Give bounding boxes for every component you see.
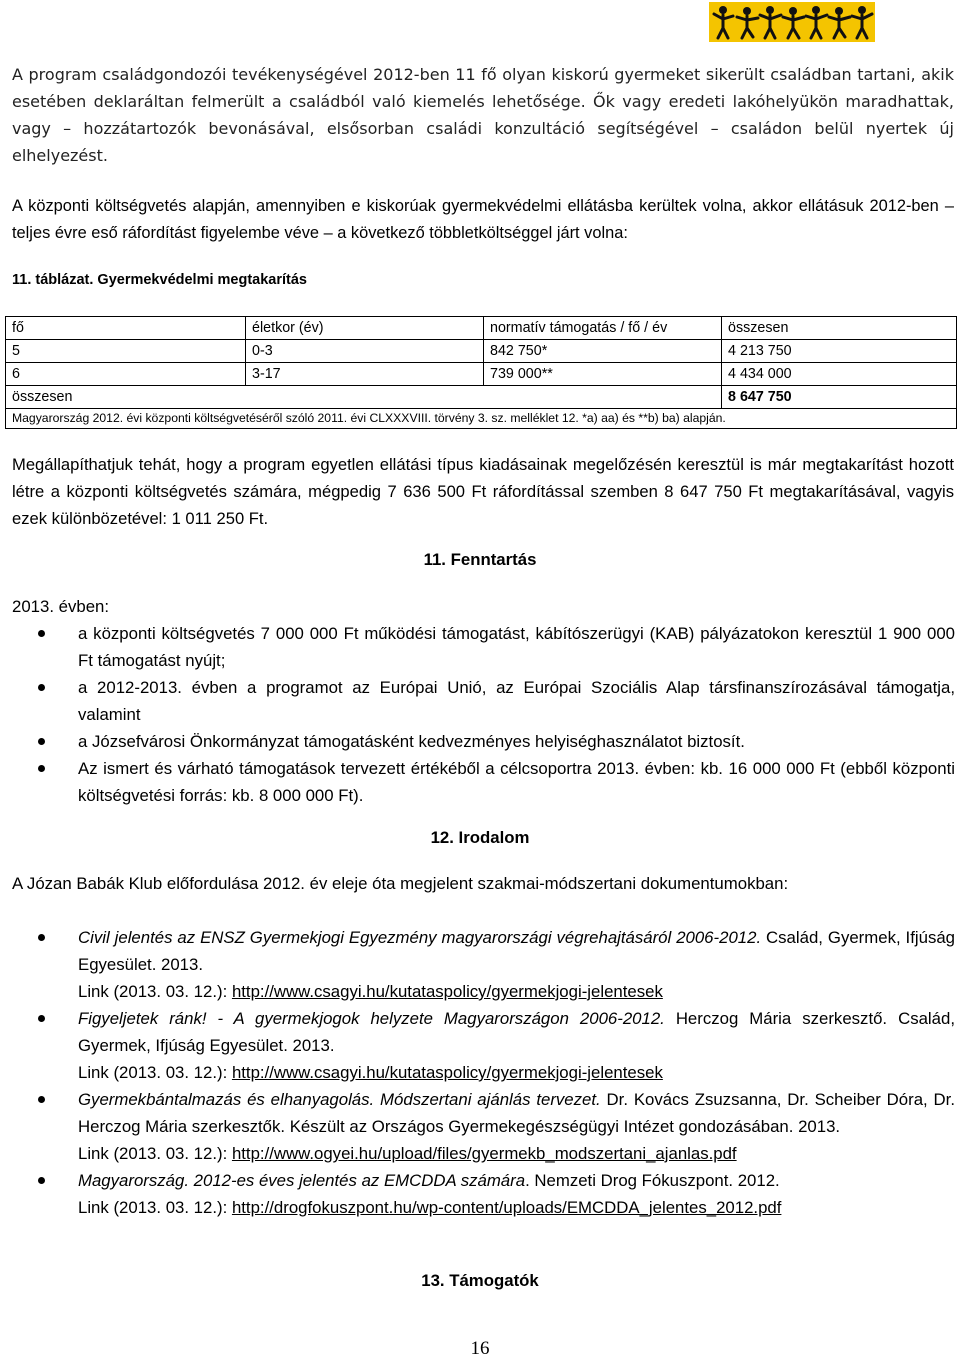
list-item: Magyarország. 2012-es éves jelentés az EMCDDA számára. Nemzeti Drog Fókuszpont. 2012. Link (2013. 03. 12.): http://drogfokuszpont.hu/wp-content/uploads/EMCDDA_jelentes_2012.pdf	[0, 1167, 955, 1221]
bullet-icon	[38, 630, 45, 637]
bullet-icon	[38, 1177, 45, 1184]
intro-paragraph: A program családgondozói tevékenységével 2012-ben 11 fő olyan kiskorú gyermeket sikerült családban tartani, akik esetében deklaráltan felmerült a családból való kiemelés lehetősége. Ők vagy eredeti lakóhelyükön maradhattak, vagy – hozzátartozók bevonásával, elsősorban családi konzultáció segítségével – családon belül nyertek új elhelyezést.	[12, 65, 954, 165]
table-cell: 739 000**	[484, 363, 722, 386]
section-12-intro: A Józan Babák Klub előfordulása 2012. év eleje óta megjelent szakmai-módszertani dokumentumokban:	[12, 874, 789, 893]
section-13-heading: 13. Támogatók	[421, 1271, 539, 1290]
bullet-icon	[38, 738, 45, 745]
table-header-row	[6, 317, 957, 340]
table-cell: 842 750*	[484, 340, 722, 363]
header-cell: életkor (év)	[246, 317, 484, 340]
total-label: összesen	[6, 386, 722, 409]
bullet-icon	[38, 765, 45, 772]
section-11-intro: 2013. évben:	[12, 597, 110, 616]
header-cell: fő	[6, 317, 246, 340]
list-item: Civil jelentés az ENSZ Gyermekjogi Egyezmény magyarországi végrehajtásáról 2006-2012. Család, Gyermek, Ifjúság Egyesület. 2013. Link (2013. 03. 12.): http://www.csagyi.hu/kutataspolicy/gyermekjogi-jelentesek	[0, 924, 955, 1005]
table-cell: 5	[6, 340, 246, 363]
table-cell: 4 434 000	[722, 363, 957, 386]
section-12-heading: 12. Irodalom	[430, 828, 530, 847]
list-item: a központi költségvetés 7 000 000 Ft működési támogatást, kábítószerügyi (KAB) pályázatokon keresztül 1 900 000 Ft támogatást nyújt;	[0, 620, 955, 674]
dancing-figures-logo	[709, 2, 875, 42]
header-cell: összesen	[722, 317, 957, 340]
list-item: Figyeljetek ránk! - A gyermekjogok helyzete Magyarországon 2006-2012. Herczog Mária szerkesztő. Család, Gyermek, Ifjúság Egyesület. 2013. Link (2013. 03. 12.): http://www.csagyi.hu/kutataspolicy/gyermekjogi-jelentesek	[0, 1005, 955, 1086]
table-cell: 3-17	[246, 363, 484, 386]
list-item: Az ismert és várható támogatások tervezett értékéből a célcsoportra 2013. évben: kb. 16 000 000 Ft (ebből központi költségvetési forrás: kb. 8 000 000 Ft).	[0, 755, 955, 809]
table-row	[6, 340, 957, 363]
header-cell: normatív támogatás / fő / év	[484, 317, 722, 340]
section-11-heading: 11. Fenntartás	[423, 550, 537, 569]
table-cell: 6	[6, 363, 246, 386]
bullet-icon	[38, 1015, 45, 1022]
reference-link[interactable]: http://www.ogyei.hu/upload/files/gyermekb_modszertani_ajanlas.pdf	[231, 1144, 737, 1163]
budget-paragraph: A központi költségvetés alapján, amennyiben e kiskorúak gyermekvédelmi ellátásba kerültek volna, akkor ellátásuk 2012-ben – teljes évre eső ráfordítást figyelembe véve – a következő többletköltséggel járt volna:	[12, 197, 954, 242]
funding-list	[0, 620, 955, 809]
table-row	[6, 363, 957, 386]
table-cell: 4 213 750	[722, 340, 957, 363]
dancing-figures-icon	[709, 2, 875, 42]
list-item: Gyermekbántalmazás és elhanyagolás. Módszertani ajánlás tervezet. Dr. Kovács Zsuzsanna, Dr. Scheiber Dóra, Dr. Herczog Mária szerkesztők. Készült az Országos Gyermekegészségügyi Intézet gondozásában. 2013. Link (2013. 03. 12.): http://www.ogyei.hu/upload/files/gyermekb_modszertani_ajanlas.pdf	[0, 1086, 955, 1167]
reference-link[interactable]: http://www.csagyi.hu/kutataspolicy/gyermekjogi-jelentesek	[231, 1063, 663, 1082]
bullet-icon	[38, 684, 45, 691]
list-item: a Józsefvárosi Önkormányzat támogatásként kedvezményes helyiséghasználatot biztosít.	[0, 728, 955, 755]
bullet-icon	[38, 934, 45, 941]
bullet-icon	[38, 1096, 45, 1103]
table-caption: 11. táblázat. Gyermekvédelmi megtakarítás	[12, 272, 307, 288]
savings-table	[5, 316, 957, 429]
table-total-row	[6, 386, 957, 409]
conclusion-paragraph: Megállapíthatjuk tehát, hogy a program egyetlen ellátási típus kiadásainak megelőzésén keresztül is már megtakarítást hozott létre a központi költségvetés számára, mégpedig 7 636 500 Ft ráfordítással szemben 8 647 750 Ft megtakarításával, vagyis ezek különbözetével: 1 011 250 Ft.	[12, 455, 954, 528]
list-item: a 2012-2013. évben a programot az Európai Unió, az Európai Szociális Alap társfinanszírozásával támogatja, valamint	[0, 674, 955, 728]
table-note-row	[6, 409, 957, 429]
total-value: 8 647 750	[722, 386, 957, 409]
reference-link[interactable]: http://drogfokuszpont.hu/wp-content/uploads/EMCDDA_jelentes_2012.pdf	[231, 1198, 782, 1217]
page-number: 16	[470, 1338, 490, 1359]
reference-link[interactable]: http://www.csagyi.hu/kutataspolicy/gyermekjogi-jelentesek	[231, 982, 663, 1001]
table-note: Magyarország 2012. évi központi költségvetéséről szóló 2011. évi CLXXXVIII. törvény 3. sz. melléklet 12. *a) aa) és **b) ba) alapján.	[6, 409, 957, 429]
table-cell: 0-3	[246, 340, 484, 363]
reference-list	[0, 924, 955, 1221]
